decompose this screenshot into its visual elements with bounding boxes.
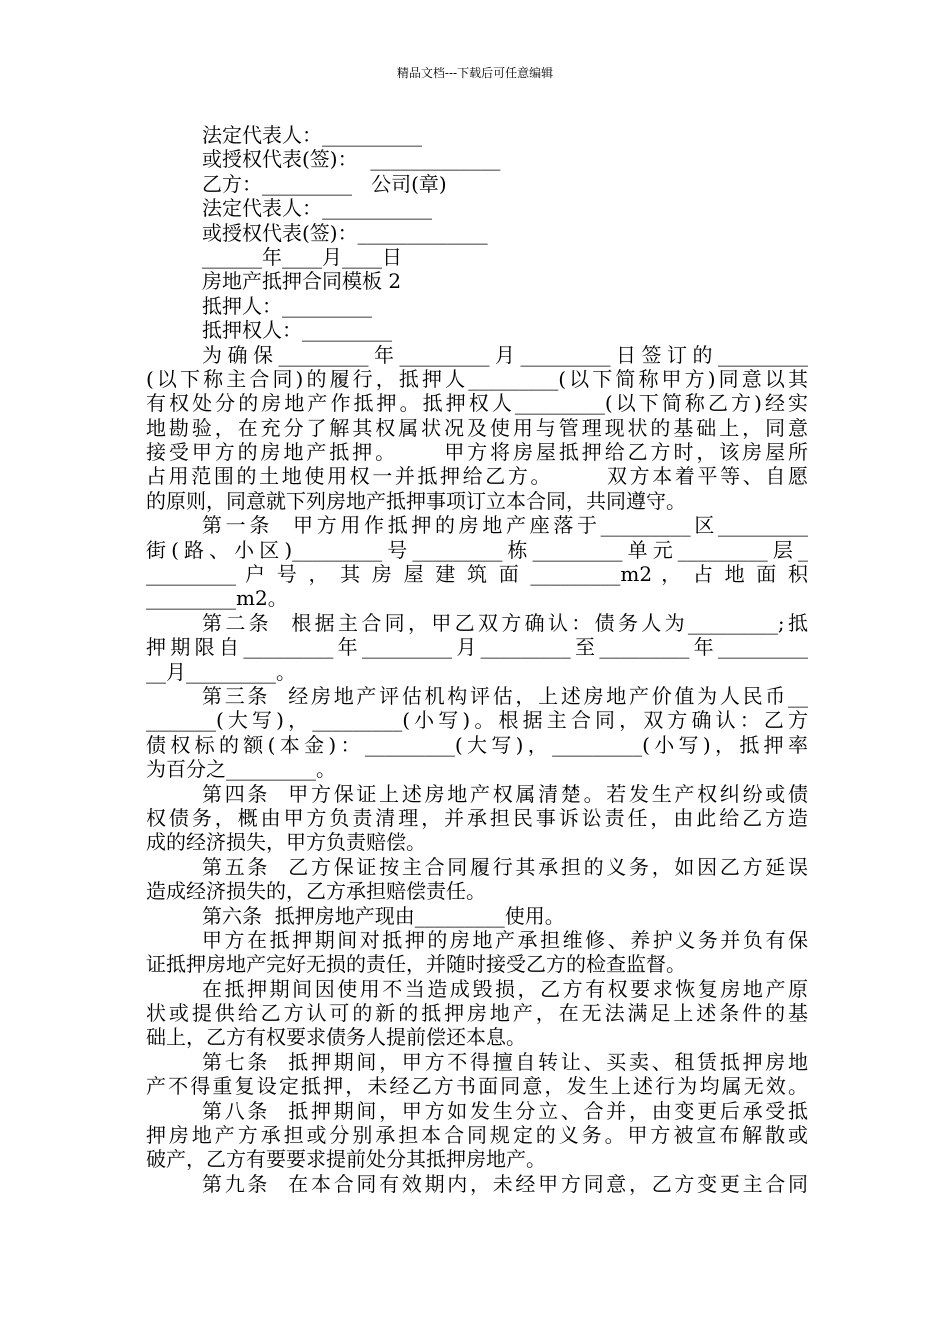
text-line: 权债务，概由甲方负责清理，并承担民事诉讼责任，由此给乙方造 [146, 805, 808, 830]
text-line: ______年____月____日 [202, 244, 402, 269]
text-line: _______(大写)，_________(小写)。根据主合同，双方确认：乙方 [146, 708, 808, 733]
text-line: 乙方：_________ 公司(章) [202, 171, 447, 196]
text-line: 为百分之_________。 [146, 757, 336, 782]
text-line: _________m2。 [146, 586, 288, 611]
text-line: 第五条 乙方保证按主合同履行其承担的义务，如因乙方延误 [202, 854, 808, 879]
text-line: 成的经济损失，甲方负责赔偿。 [146, 830, 426, 855]
text-line: 第七条 抵押期间，甲方不得擅自转让、买卖、租赁抵押房地 [202, 1049, 808, 1074]
text-line: 状或提供给乙方认可的新的抵押房地产，在无法满足上述条件的基 [146, 1001, 808, 1026]
text-line: 产不得重复设定抵押，未经乙方书面同意，发生上述行为均属无效。 [146, 1074, 808, 1099]
text-line: 第四条 甲方保证上述房地产权属清楚。若发生产权纠纷或债 [202, 781, 808, 806]
text-line: 抵押人：_________ [202, 293, 372, 318]
text-line: 抵押权人：_________ [202, 318, 392, 343]
text-line: 或授权代表(签)： _____________ [202, 147, 501, 172]
text-line: 占用范围的土地使用权一并抵押给乙方。 双方本着平等、自愿 [146, 464, 808, 489]
text-line: _________ 户 号 ， 其 房 屋 建 筑 面 _________m2 ， 占 地 面 积 [146, 562, 808, 587]
text-line: 第一条 甲方用作抵押的房地产座落于_________区_________ [202, 513, 808, 538]
text-line: __月_________。 [146, 659, 296, 684]
text-line: 造成经济损失的，乙方承担赔偿责任。 [146, 879, 486, 904]
text-line: 接受甲方的房地产抵押。 甲方将房屋抵押给乙方时，该房屋所 [146, 440, 808, 465]
text-line: 第六条 抵押房地产现由_________使用。 [202, 903, 565, 928]
text-line: 破产，乙方有要要求提前处分其抵押房地产。 [146, 1147, 546, 1172]
text-line: 础上，乙方有权要求债务人提前偿还本息。 [146, 1025, 526, 1050]
text-line: 房地产抵押合同模板 2 [202, 269, 402, 294]
page-header: 精品文档---下载后可任意编辑 [396, 66, 554, 80]
text-line: 为确保_________年_________月_________日签订的_________ [202, 342, 808, 367]
text-line: 或授权代表(签)：_____________ [202, 220, 488, 245]
text-line: 法定代表人：___________ [202, 196, 432, 221]
text-line: 法定代表人：__________ [202, 123, 422, 147]
text-line: 押房地产方承担或分别承担本合同规定的义务。甲方被宣布解散或 [146, 1123, 808, 1148]
text-line: 第九条 在本合同有效期内，未经甲方同意，乙方变更主合同 [202, 1171, 808, 1196]
text-line: 街(路、小区)_________号_________栋_________单元_________层_ [146, 537, 808, 562]
text-line: 的原则，同意就下列房地产抵押事项订立本合同，共同遵守。 [146, 488, 686, 513]
text-line: 有权处分的房地产作抵押。抵押权人_________(以下简称乙方)经实 [146, 391, 808, 416]
text-line: 债权标的额(本金)：_________(大写)，_________(小写)，抵押率 [146, 732, 808, 757]
text-line: 在抵押期间因使用不当造成毁损，乙方有权要求恢复房地产原 [202, 976, 808, 1001]
text-line: 证抵押房地产完好无损的责任，并随时接受乙方的检查监督。 [146, 952, 686, 977]
text-line: 地勘验，在充分了解其权属状况及使用与管理现状的基础上，同意 [146, 415, 808, 440]
text-line: 第二条 根据主合同，甲乙双方确认：债务人为_________;抵 [202, 610, 808, 635]
text-line: 第三条 经房地产评估机构评估，上述房地产价值为人民币__ [202, 683, 808, 708]
document-body [146, 123, 808, 1196]
text-line: 押期限自_________年_________月_________至_________年_________ [146, 635, 808, 660]
text-line: (以下称主合同)的履行，抵押人_________(以下简称甲方)同意以其 [146, 366, 808, 391]
text-line: 第八条 抵押期间，甲方如发生分立、合并，由变更后承受抵 [202, 1098, 808, 1123]
text-line: 甲方在抵押期间对抵押的房地产承担维修、养护义务并负有保 [202, 927, 808, 952]
